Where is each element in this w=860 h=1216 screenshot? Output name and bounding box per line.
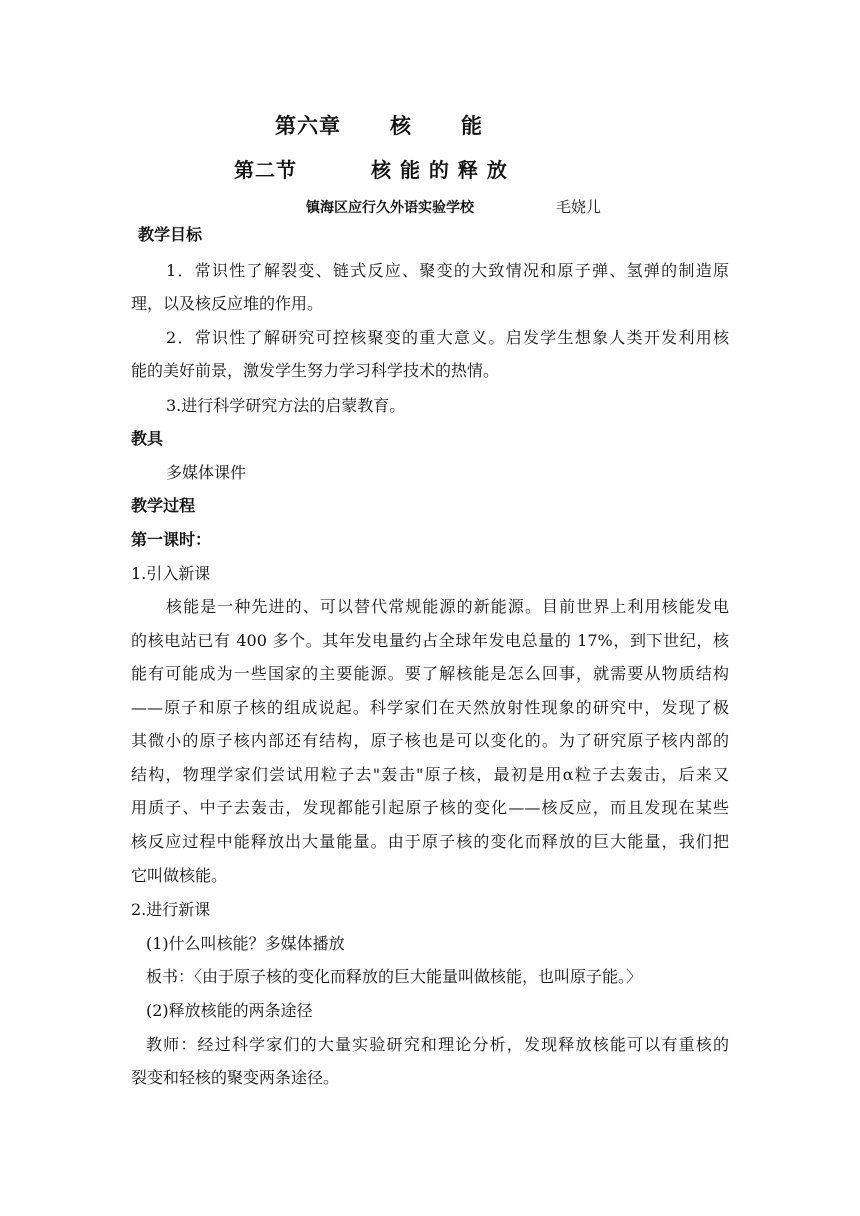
author-name: 毛娆儿 — [556, 198, 602, 216]
chapter-label: 第六章 — [275, 114, 341, 138]
goal-1-line-2: 理，以及核反应堆的作用。 — [131, 294, 324, 313]
intro-paragraph-line: 结构，物理学家们尝试用粒子去"轰击"原子核，最初是用α粒子去轰击，后来又 — [131, 765, 729, 784]
school-name: 镇海区应行久外语实验学校 — [306, 200, 474, 216]
lesson-label: 第一课时： — [131, 530, 212, 549]
teacher-line-2: 裂变和轻核的聚变两条途径。 — [131, 1068, 340, 1087]
sub-item-1: (1)什么叫核能？多媒体播放 — [146, 934, 345, 953]
teacher-line-1: 教师：经过科学家们的大量实验研究和理论分析，发现释放核能可以有重核的 — [146, 1035, 729, 1054]
section-title: 核 能 的 释 放 — [371, 158, 508, 182]
sub-item-2: (2)释放核能的两条途径 — [146, 1001, 313, 1020]
tools-item: 多媒体课件 — [166, 463, 247, 482]
chapter-title-char-1: 核 — [390, 114, 412, 138]
intro-paragraph-line: 核反应过程中能释放出大量能量。由于原子核的变化而释放的巨大能量，我们把 — [131, 832, 729, 851]
intro-paragraph-line: 核能是一种先进的、可以替代常规能源的新能源。目前世界上利用核能发电 — [166, 597, 729, 616]
intro-paragraph-line: 它叫做核能。 — [131, 866, 228, 885]
section-label: 第二节 — [234, 158, 297, 182]
chapter-title-char-2: 能 — [461, 114, 483, 138]
intro-paragraph-line: 其微小的原子核内部还有结构，原子核也是可以变化的。为了研究原子核内部的 — [131, 731, 729, 750]
goal-2-line-2: 能的美好前景，激发学生努力学习科学技术的热情。 — [131, 361, 500, 380]
board-note: 板书：〈由于原子核的变化而释放的巨大能量叫做核能，也叫原子能。〉 — [146, 967, 643, 986]
step-2-heading: 2.进行新课 — [131, 900, 211, 919]
step-1-heading: 1.引入新课 — [131, 564, 211, 583]
goal-1-line-1: 1．常识性了解裂变、链式反应、聚变的大致情况和原子弹、氢弹的制造原 — [166, 261, 729, 280]
goal-2-line-1: 2．常识性了解研究可控核聚变的重大意义。启发学生想象人类开发利用核 — [166, 328, 729, 347]
intro-paragraph-line: 能有可能成为一些国家的主要能源。要了解核能是怎么回事，就需要从物质结构 — [131, 664, 729, 683]
intro-paragraph-line: 的核电站已有 400 多个。其年发电量约占全球年发电总量的 17%，到下世纪，核 — [131, 631, 729, 650]
process-heading: 教学过程 — [131, 496, 196, 515]
intro-paragraph-line: ——原子和原子核的组成说起。科学家们在天然放射性现象的研究中，发现了极 — [131, 698, 729, 717]
goals-heading: 教学目标 — [138, 225, 203, 244]
tools-heading: 教具 — [131, 429, 164, 448]
goal-3: 3.进行科学研究方法的启蒙教育。 — [166, 396, 406, 415]
intro-paragraph-line: 用质子、中子去轰击，发现都能引起原子核的变化——核反应，而且发现在某些 — [131, 798, 729, 817]
